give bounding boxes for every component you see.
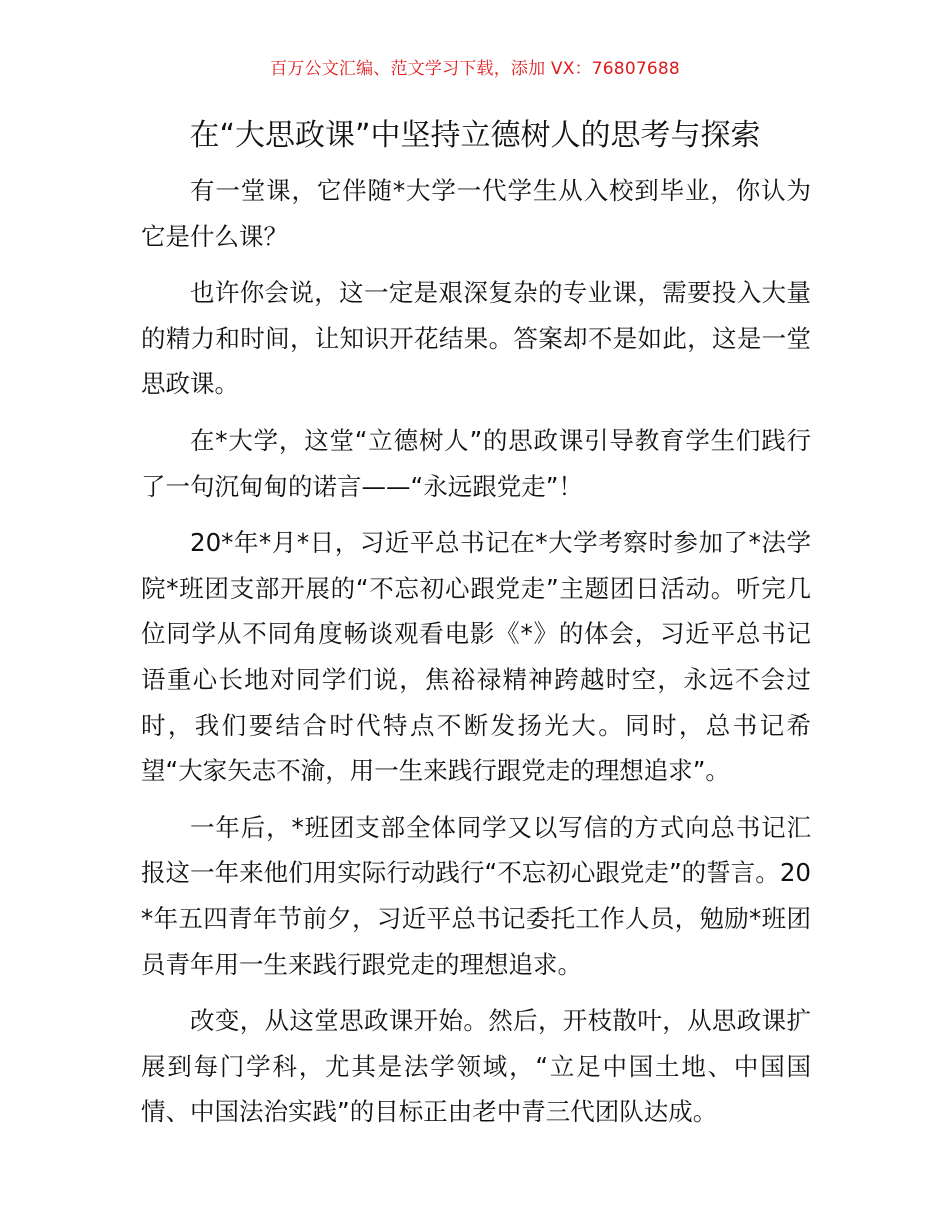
paragraph-5: 一年后，*班团支部全体同学又以写信的方式向总书记汇报这一年来他们用实际行动践行“不忘初心跟党走”的誓言。20*年五四青年节前夕，习近平总书记委托工作人员，勉励*班团员青年用一生来践行跟党走的理想追求。 <box>141 812 811 979</box>
paragraph-6: 改变，从这堂思政课开始。然后，开枝散叶，从思政课扩展到每门学科，尤其是法学领域，“立足中国土地、中国国情、中国法治实践”的目标正由老中青三代团队达成。 <box>141 1006 811 1127</box>
document-title: 在“大思政课”中坚持立德树人的思考与探索 <box>189 118 761 153</box>
header-banner: 百万公文汇编、范文学习下载，添加 VX：76807688 <box>270 59 680 79</box>
paragraph-1: 有一堂课，它伴随*大学一代学生从入校到毕业，你认为它是什么课？ <box>141 176 811 251</box>
document-body <box>141 168 811 1146</box>
paragraph-2: 也许你会说，这一定是艰深复杂的专业课，需要投入大量的精力和时间，让知识开花结果。答案却不是如此，这是一堂思政课。 <box>141 278 811 399</box>
paragraph-4: 20*年*月*日，习近平总书记在*大学考察时参加了*法学院*班团支部开展的“不忘初心跟党走”主题团日活动。听完几位同学从不同角度畅谈观看电影《*》的体会，习近平总书记语重心长地对同学们说，焦裕禄精神跨越时空，永远不会过时，我们要结合时代特点不断发扬光大。同时，总书记希望“大家矢志不渝，用一生来践行跟党走的理想追求”。 <box>141 528 811 786</box>
paragraph-3: 在*大学，这堂“立德树人”的思政课引导教育学生们践行了一句沉甸甸的诺言——“永远跟党走”！ <box>141 425 811 501</box>
